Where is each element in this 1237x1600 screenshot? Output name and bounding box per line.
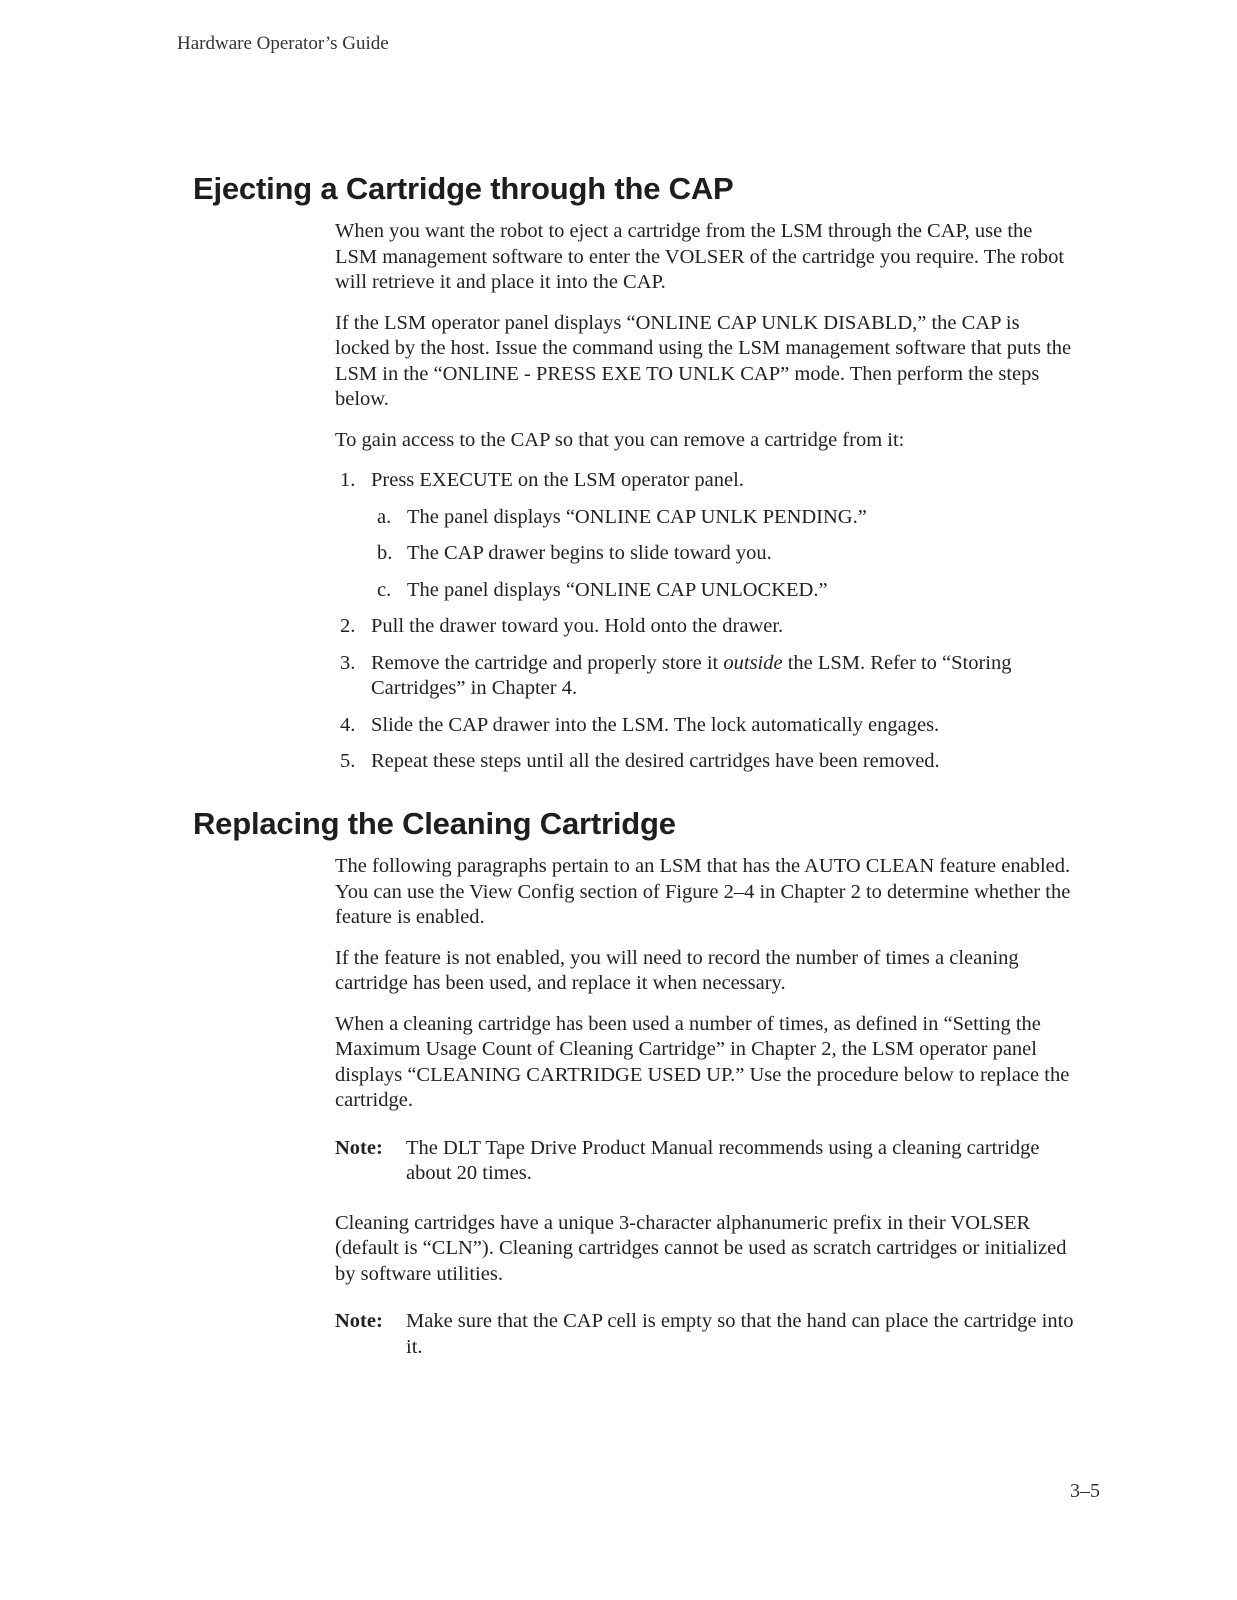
step-number: 1. xyxy=(340,469,356,491)
section-body-cleaning xyxy=(335,854,1075,1384)
step-item xyxy=(335,614,1075,640)
paragraph: If the feature is not enabled, you will need to record the number of times a cleaning cartridge has been used, and replace it when necessary. xyxy=(335,946,1019,994)
note xyxy=(335,1309,1075,1360)
note-label: Note: xyxy=(335,1310,383,1332)
substep-item xyxy=(371,505,1075,531)
page-number: 3–5 xyxy=(1070,1480,1100,1502)
step-text: Repeat these steps until all the desired cartridges have been removed. xyxy=(371,750,940,772)
step-text: Slide the CAP drawer into the LSM. The lock automatically engages. xyxy=(371,713,940,736)
step-text: Pull the drawer toward you. Hold onto the drawer. xyxy=(371,615,784,637)
note-text: The DLT Tape Drive Product Manual recommends using a cleaning cartridge about 20 times. xyxy=(406,1136,1040,1184)
substeps xyxy=(371,505,1075,604)
procedure-steps xyxy=(335,468,1075,775)
paragraph: To gain access to the CAP so that you can remove a cartridge from it: xyxy=(335,428,905,451)
step-text xyxy=(371,652,1011,700)
substep-letter: a. xyxy=(377,505,392,528)
substep-letter: c. xyxy=(377,578,392,601)
step-number: 2. xyxy=(340,615,356,637)
substep-text: The panel displays “ONLINE CAP UNLK PENDING.” xyxy=(407,505,867,528)
section-body-ejecting xyxy=(335,219,1075,786)
step-number: 4. xyxy=(340,713,356,736)
step-text-start: Remove the cartridge and properly store it xyxy=(371,651,724,674)
substep-text: The CAP drawer begins to slide toward you. xyxy=(407,542,772,564)
paragraph: When you want the robot to eject a cartridge from the LSM through the CAP, use the LSM management software to enter the VOLSER of the cartridge you require. The robot will retrieve it and place it into the CAP. xyxy=(335,220,1065,293)
substep-letter: b. xyxy=(377,542,393,564)
step-number: 3. xyxy=(340,651,356,674)
note-label: Note: xyxy=(335,1136,383,1159)
substep-text: The panel displays “ONLINE CAP UNLOCKED.” xyxy=(407,578,828,601)
paragraph: Cleaning cartridges have a unique 3-character alphanumeric prefix in their VOLSER (default is “CLN”). Cleaning cartridges cannot be used as scratch cartridges or initialized by software utilities. xyxy=(335,1211,1067,1285)
emphasis-outside: outside xyxy=(723,651,783,674)
section-heading-cleaning: Replacing the Cleaning Cartridge xyxy=(193,806,676,841)
substep-item xyxy=(371,541,1075,567)
substep-item xyxy=(371,578,1075,604)
step-item xyxy=(335,749,1075,775)
step-text: Press EXECUTE on the LSM operator panel. xyxy=(371,469,744,491)
note-text: Make sure that the CAP cell is empty so that the hand can place the cartridge into it. xyxy=(406,1310,1074,1358)
paragraph: The following paragraphs pertain to an LSM that has the AUTO CLEAN feature enabled. You can use the View Config section of Figure 2–4 in Chapter 2 to determine whether the feature is enabled. xyxy=(335,855,1071,928)
note xyxy=(335,1136,1075,1187)
step-number: 5. xyxy=(340,750,356,772)
running-header: Hardware Operator’s Guide xyxy=(177,33,389,54)
step-text-end: the LSM. Refer to “Storing Cartridges” in Chapter 4. xyxy=(371,651,1012,699)
paragraph: When a cleaning cartridge has been used a number of times, as defined in “Setting the Maximum Usage Count of Cleaning Cartridge” in Chapter 2, the LSM operator panel displays “CLEANING CARTRIDGE USED UP.” Use the procedure below to replace the cartridge. xyxy=(335,1012,1070,1111)
step-item xyxy=(335,468,1075,603)
step-item xyxy=(335,651,1075,702)
paragraph: If the LSM operator panel displays “ONLINE CAP UNLK DISABLD,” the CAP is locked by the host. Issue the command using the LSM management software that puts the LSM in the “ONLINE - PRESS EXE TO UNLK CAP” mode. Then perform the steps below. xyxy=(335,311,1072,410)
step-item xyxy=(335,713,1075,739)
section-heading-ejecting: Ejecting a Cartridge through the CAP xyxy=(193,171,734,206)
